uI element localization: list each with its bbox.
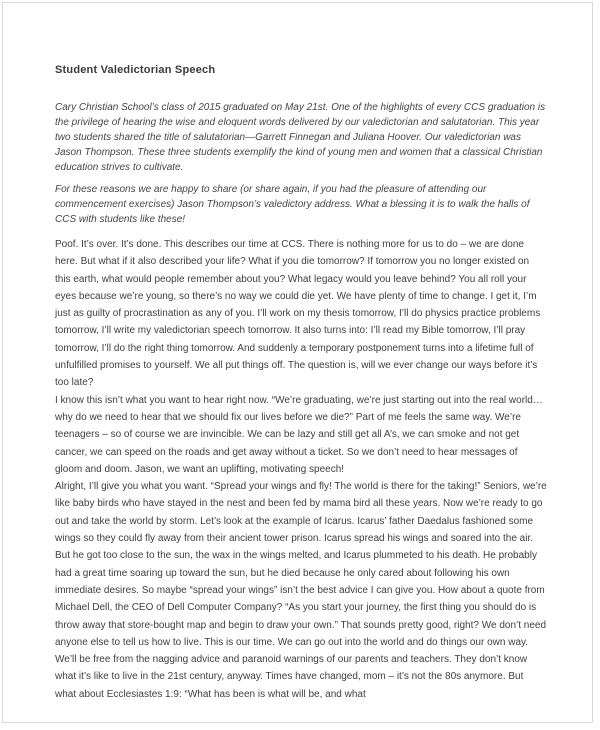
speech-paragraph: I know this isn’t what you want to hear right now. “We’re graduating, we’re just starting out into the real world… why do we need to hear that we should fix our lives before we die?” Part of me feels the same way. We’re teenagers – so of course we are invincible. We can be lazy and still get all A’s, we can smoke and not get cancer, we can speed on the roads and get away without a ticket. So we don’t need to hear messages of gloom and doom. Jason, we want an uplifting, motivating speech! [55,394,543,475]
intro-paragraph: Cary Christian School’s class of 2015 graduated on May 21st. One of the highlights of every CCS graduation is the privilege of hearing the wise and eloquent words delivered by our valedictorian and salutatorian. This year two students shared the title of salutatorian—Garrett Finnegan and Juliana Hoover. Our valedictorian was Jason Thompson. These three students exemplify the kind of young men and women that a classical Christian education strives to cultivate. [55,102,546,173]
speech-paragraph: Alright, I’ll give you what you want. “Spread your wings and fly! The world is there for the taking!” Seniors, we’re like baby birds who have stayed in the nest and been fed by mama bird all these years. Now we’re ready to go out and take the world by storm. Let’s look at the example of Icarus. Icarus’ father Daedalus fashioned some wings so they could fly away from their ancient tower prison. Icarus spread his wings and soared into the air. But he got too close to the sun, the wax in the wings melted, and Icarus plummeted to his death. He probably had a great time soaring up toward the sun, but he died because he only cared about following his own immediate desires. So maybe “spread your wings” isn’t the best advice I can give you. How about a quote from Michael Dell, the CEO of Dell Computer Company? “As you start your journey, the first thing you should do is throw away that store-bought map and begin to draw your own.” That sounds pretty good, right? We don’t need anyone else to tell us how to live. This is our time. We can go out into the world and do things our own way. We’ll be free from the nagging advice and paranoid warnings of our parents and teachers. They don’t know what it’s like to live in the 21st century, anyway. Times have changed, mom – it’s not the 80s anymore. But what about Ecclesiastes 1:9: “What has been is what will be, and what [55,481,547,700]
page-title: Student Valedictorian Speech [55,64,216,76]
document-page [2,2,593,723]
intro-paragraph: For these reasons we are happy to share (or share again, if you had the pleasure of attending our commencement exercises) Jason Thompson’s valedictory address. What a blessing it is to walk the halls of CCS with students like these! [55,184,530,225]
speech-paragraph: Poof. It’s over. It’s done. This describes our time at CCS. There is nothing more for us to do – we are done here. But what if it also described your life? What if you die tomorrow? If tomorrow you no longer existed on this earth, what would people remember about you? What legacy would you leave behind? You all roll your eyes because we’re young, so there’s no way we could die yet. We have plenty of time to change. I get it, I’m just as guilty of procrastination as any of you. I’ll work on my thesis tomorrow, I’ll do physics practice problems tomorrow, I’ll write my valedictorian speech tomorrow. It also turns into: I’ll read my Bible tomorrow, I’ll pray tomorrow, I’ll do the right thing tomorrow. And suddenly a temporary postponement turns into a lifetime full of unfulfilled promises to yourself. We all put things off. The question is, will we ever change our ways before it’s too late? [55,239,541,389]
document-content [55,63,547,703]
